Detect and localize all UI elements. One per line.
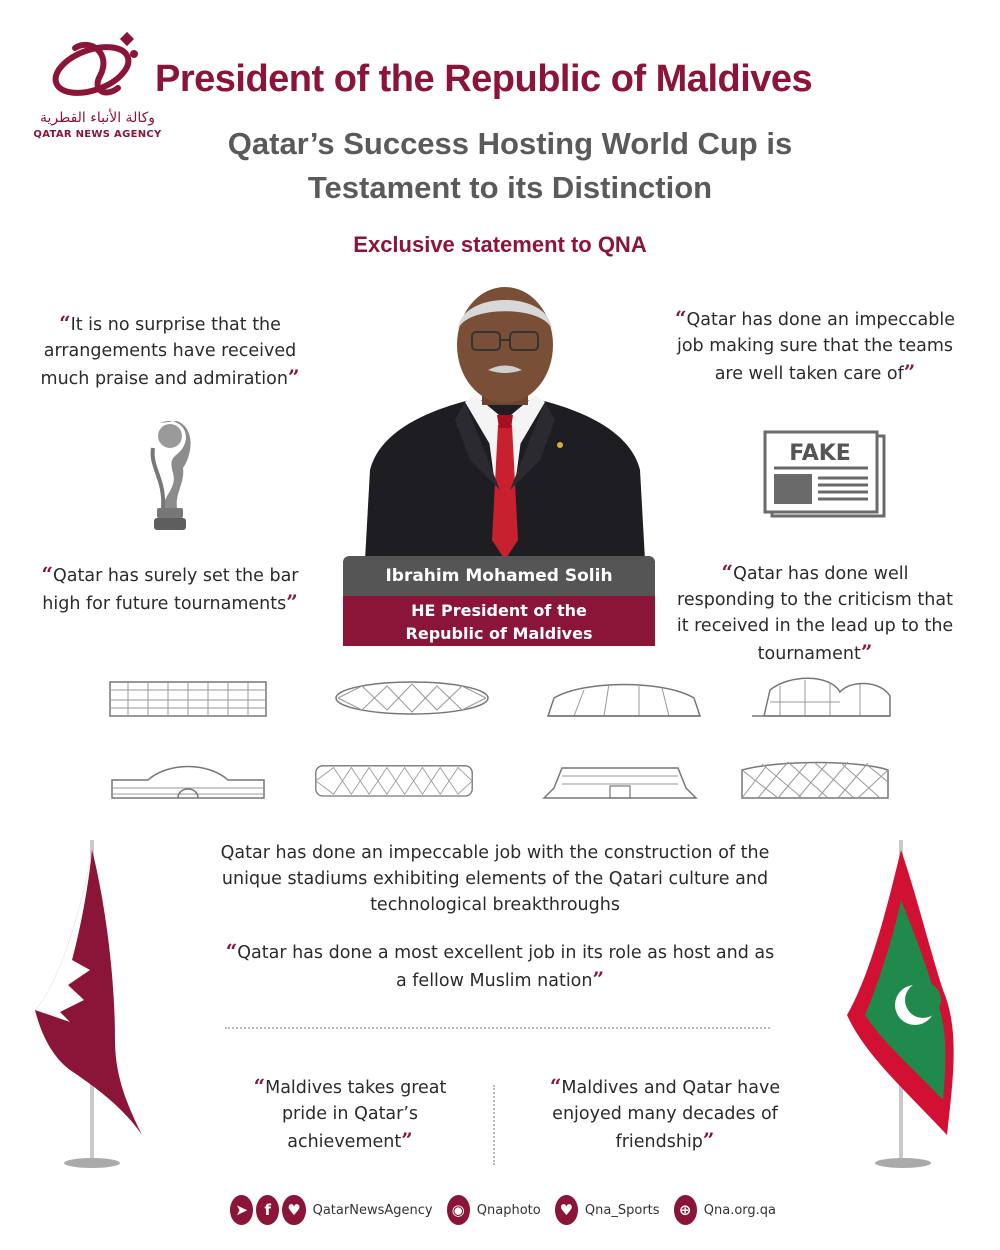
close-quote-mark: ” bbox=[702, 1128, 715, 1152]
quote-pride bbox=[240, 1073, 460, 1155]
handle-sports[interactable]: Qna_Sports bbox=[584, 1202, 660, 1218]
quote-friendship bbox=[530, 1073, 800, 1155]
president-role bbox=[343, 596, 655, 646]
quote-text: Qatar has done well responding to the criticism that it received in the lead up to the tournament bbox=[676, 564, 954, 664]
fake-label: FAKE bbox=[789, 441, 851, 466]
stadium-icon bbox=[314, 758, 474, 802]
open-quote-mark: “ bbox=[549, 1074, 562, 1098]
maldives-flag bbox=[835, 840, 965, 1170]
open-quote-mark: “ bbox=[675, 306, 687, 330]
qna-logo-mark bbox=[30, 28, 165, 108]
website-link[interactable]: Qna.org.qa bbox=[703, 1202, 776, 1218]
stadium-icon bbox=[332, 676, 492, 720]
subtitle-line-1: Qatar’s Success Hosting World Cup is bbox=[227, 126, 793, 161]
president-name: Ibrahim Mohamed Solih bbox=[343, 556, 655, 596]
quote-bar-high bbox=[30, 561, 310, 617]
subtitle-line-2: Testament to its Distinction bbox=[307, 170, 713, 205]
quote-text: Maldives and Qatar have enjoyed many decades of friendship bbox=[552, 1078, 781, 1152]
qatar-flag bbox=[30, 840, 160, 1170]
role-line-1: HE President of the bbox=[411, 601, 587, 620]
handle-instagram[interactable]: Qnaphoto bbox=[476, 1202, 541, 1218]
vertical-divider bbox=[493, 1085, 495, 1165]
close-quote-mark: ” bbox=[903, 360, 916, 384]
open-quote-mark: “ bbox=[721, 560, 734, 584]
twitter-icon[interactable]: ♥ bbox=[282, 1195, 305, 1225]
president-name-plate bbox=[343, 556, 655, 646]
handle-main[interactable]: QatarNewsAgency bbox=[312, 1202, 433, 1218]
stadium-icon bbox=[108, 676, 268, 720]
open-quote-mark: “ bbox=[59, 311, 71, 335]
close-quote-mark: ” bbox=[401, 1128, 413, 1152]
president-portrait bbox=[360, 270, 650, 560]
qna-logo bbox=[30, 28, 170, 148]
instagram-icon[interactable]: ◉ bbox=[447, 1195, 470, 1225]
close-quote-mark: ” bbox=[287, 365, 300, 389]
quote-text: Qatar has done an impeccable job making sure that the teams are well taken care of bbox=[676, 310, 955, 384]
logo-arabic-text: وكالة الأنباء القطرية bbox=[39, 110, 156, 126]
exclusive-statement: Exclusive statement to QNA bbox=[353, 232, 647, 257]
dotted-divider bbox=[225, 1027, 770, 1029]
quote-text: Maldives takes great pride in Qatar’s achievement bbox=[265, 1078, 447, 1152]
trophy-icon bbox=[145, 418, 195, 533]
stadium-icon bbox=[544, 676, 704, 720]
facebook-icon[interactable]: f bbox=[256, 1195, 279, 1225]
role-line-2: Republic of Maldives bbox=[405, 624, 593, 643]
newspaper-icon bbox=[762, 430, 890, 520]
close-quote-mark: ” bbox=[592, 967, 604, 991]
close-quote-mark: ” bbox=[860, 640, 873, 664]
construction-statement: Qatar has done an impeccable job with the construction of the unique stadiums exhibiting elements of the Qatari culture and technological breakthroughs bbox=[220, 843, 770, 915]
quote-text: Qatar has done a most excellent job in its role as host and as a fellow Muslim nation bbox=[237, 943, 775, 991]
close-quote-mark: ” bbox=[286, 590, 298, 614]
twitter-icon[interactable]: ♥ bbox=[555, 1195, 578, 1225]
social-footer bbox=[230, 1190, 790, 1230]
stadium-icon bbox=[108, 758, 268, 802]
quote-host bbox=[220, 938, 780, 994]
quote-text: Qatar has surely set the bar high for future tournaments bbox=[42, 566, 299, 614]
logo-english-text: QATAR NEWS AGENCY bbox=[33, 129, 162, 140]
quote-impeccable-teams bbox=[670, 305, 960, 387]
page-subtitle bbox=[150, 122, 870, 210]
telegram-icon[interactable]: ➤ bbox=[230, 1195, 253, 1225]
stadium-icon bbox=[750, 676, 910, 720]
page-title: President of the Republic of Maldives bbox=[155, 58, 813, 100]
stadium-icon bbox=[540, 758, 700, 802]
open-quote-mark: “ bbox=[253, 1074, 266, 1098]
open-quote-mark: “ bbox=[225, 939, 238, 963]
globe-icon[interactable]: ⊕ bbox=[674, 1195, 697, 1225]
quote-praise bbox=[20, 310, 320, 392]
stadium-icon bbox=[738, 758, 898, 802]
quote-text: It is no surprise that the arrangements have received much praise and admiration bbox=[40, 315, 297, 389]
open-quote-mark: “ bbox=[41, 562, 53, 586]
quote-criticism bbox=[670, 559, 960, 667]
